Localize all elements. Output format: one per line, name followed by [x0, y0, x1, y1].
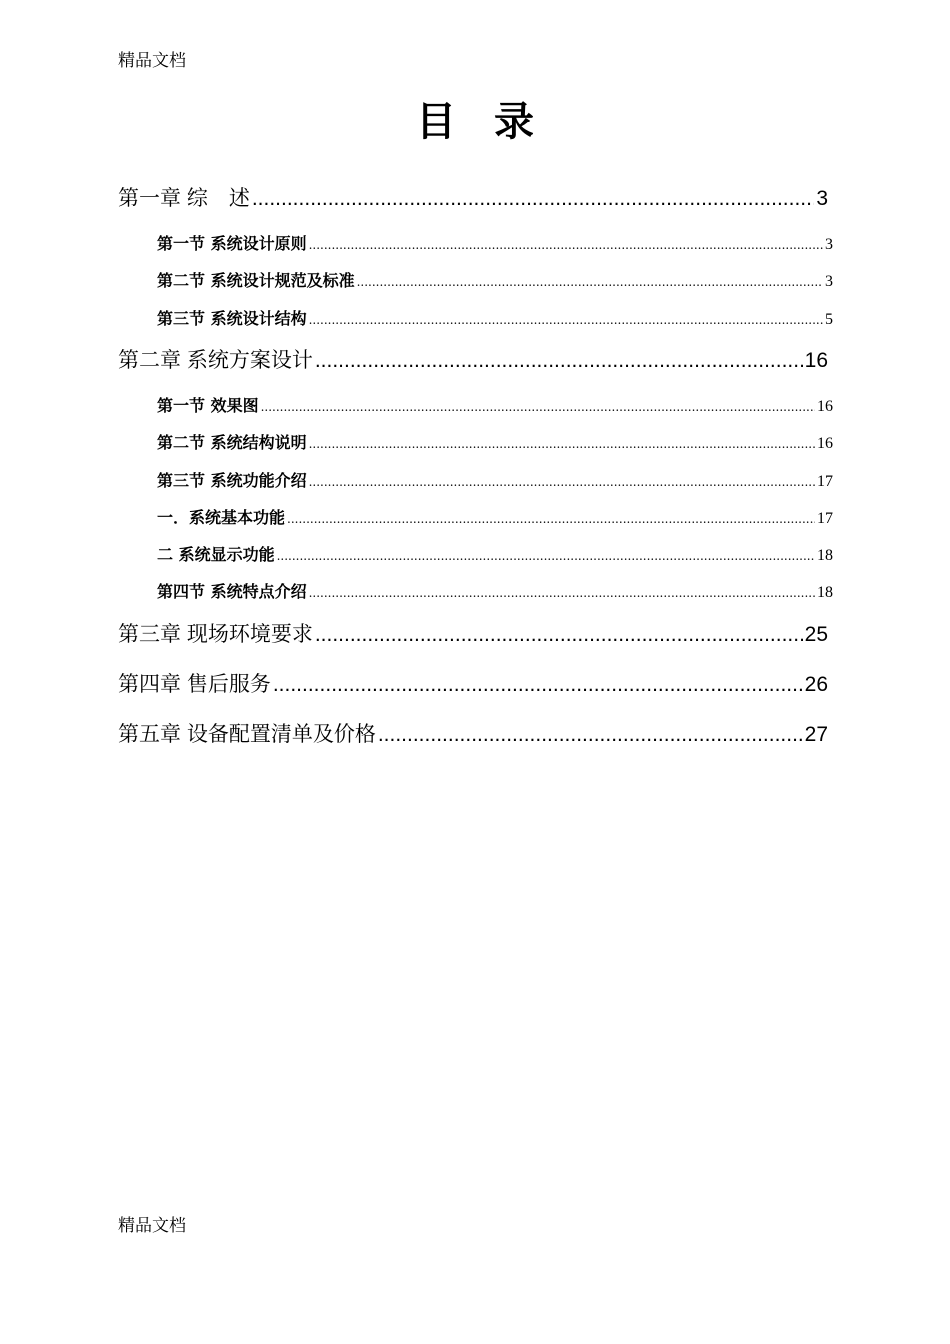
toc-subsection-basic-functions[interactable]: [157, 505, 833, 528]
toc-entry-label: 第二节 系统设计规范及标准: [157, 271, 355, 290]
leader-dots: [309, 437, 815, 451]
leader-dots: [309, 586, 815, 600]
toc-section-2-2[interactable]: [157, 430, 833, 453]
toc-entry-page: 27: [804, 723, 828, 746]
toc-entry-page: 16: [817, 398, 833, 415]
toc-entry-page: 17: [817, 473, 833, 490]
toc-entry-label: 第一章 综 述: [118, 187, 250, 210]
toc-entry-page: 3: [816, 187, 828, 210]
toc-chapter-3[interactable]: [118, 618, 828, 648]
toc-entry-label: 第二节 系统结构说明: [157, 433, 307, 452]
leader-dots: [378, 723, 803, 747]
toc-chapter-2[interactable]: [118, 344, 828, 374]
toc-entry-page: 26: [804, 673, 828, 696]
toc-entry-label: 第一节 效果图: [157, 396, 259, 415]
toc-entry-label: 第三节 系统设计结构: [157, 309, 307, 328]
toc-entry-label: 第二章 系统方案设计: [118, 349, 313, 372]
toc-entry-page: 16: [804, 349, 828, 372]
toc-entry-page: 5: [825, 311, 833, 328]
leader-dots: [277, 549, 815, 563]
toc-chapter-4[interactable]: [118, 668, 828, 698]
leader-dots: [309, 238, 823, 252]
leader-dots: [273, 673, 803, 697]
toc-section-1-3[interactable]: [157, 306, 833, 329]
toc-entry-page: 3: [825, 273, 833, 290]
toc-entry-label: 第一节 系统设计原则: [157, 234, 307, 253]
toc-chapter-5[interactable]: [118, 718, 828, 748]
toc-entry-page: 18: [817, 584, 833, 601]
toc-entry-label: 第五章 设备配置清单及价格: [118, 723, 376, 746]
page-footer: 精品文档: [118, 1216, 186, 1236]
toc-entry-page: 25: [804, 623, 828, 646]
toc-entry-label: 第三章 现场环境要求: [118, 623, 313, 646]
leader-dots: [287, 512, 815, 526]
leader-dots: [315, 349, 803, 373]
toc-subsection-display-functions[interactable]: [157, 542, 833, 565]
toc-entry-label: 二 系统显示功能: [157, 545, 275, 564]
toc-entry-page: 17: [817, 510, 833, 527]
leader-dots: [357, 275, 823, 289]
leader-dots: [309, 475, 815, 489]
toc-entry-page: 3: [825, 236, 833, 253]
toc-entry-label: 第四章 售后服务: [118, 673, 271, 696]
toc-chapter-1[interactable]: [118, 182, 828, 212]
leader-dots: [252, 187, 814, 211]
toc-entry-page: 16: [817, 435, 833, 452]
toc-section-1-1[interactable]: [157, 231, 833, 254]
toc-section-2-3[interactable]: [157, 468, 833, 491]
leader-dots: [309, 313, 823, 327]
leader-dots: [315, 623, 803, 647]
toc-entry-label: 一．系统基本功能: [157, 508, 286, 527]
toc-section-1-2[interactable]: [157, 268, 833, 291]
toc-section-2-1[interactable]: [157, 393, 833, 416]
toc-entry-label: 第三节 系统功能介绍: [157, 471, 307, 490]
toc-section-2-4[interactable]: [157, 579, 833, 602]
toc-entry-label: 第四节 系统特点介绍: [157, 582, 307, 601]
page-header: 精品文档: [118, 51, 186, 71]
toc-entry-page: 18: [817, 547, 833, 564]
toc-title: 目录: [416, 99, 572, 145]
leader-dots: [261, 400, 815, 414]
